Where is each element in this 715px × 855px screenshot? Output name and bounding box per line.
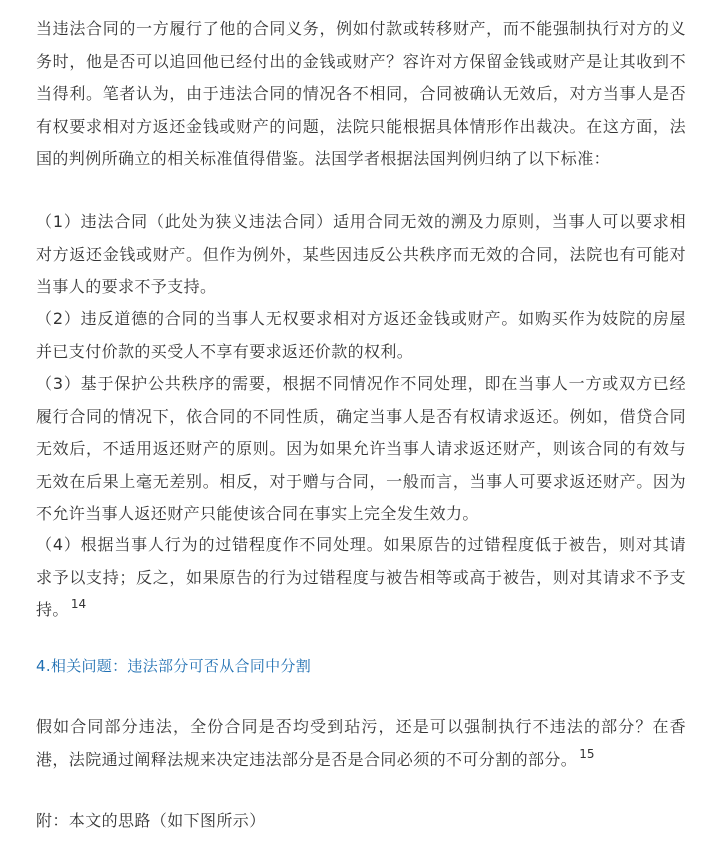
section-heading: 4.相关问题：违法部分可否从合同中分割 <box>36 657 312 675</box>
criterion-2-paragraph <box>36 303 686 368</box>
footnote-14[interactable]: 14 <box>70 597 87 611</box>
criterion-4-paragraph <box>36 529 686 627</box>
criterion-3-paragraph <box>36 368 686 531</box>
intro-paragraph <box>36 13 686 176</box>
intro-text: 当违法合同的一方履行了他的合同义务，例如付款或转移财产，而不能强制执行对方的义务时，他是否可以追回他已经付出的金钱或财产？容许对方保留金钱或财产是让其收到不当得利。笔者认为，由于违法合同的情况各不相同，合同被确认无效后，对方当事人是否有权要求相对方返还金钱或财产的问题，法院只能根据具体情形作出裁决。在这方面，法国的判例所确立的相关标准值得借鉴。法国学者根据法国判例归纳了以下标准： <box>36 19 686 168</box>
footnote-15[interactable]: 15 <box>579 746 595 761</box>
criterion-2-text: （2）违反道德的合同的当事人无权要求相对方返还金钱或财产。如购买作为妓院的房屋并已支付价款的买受人不享有要求返还价款的权利。 <box>36 309 686 361</box>
criterion-1-text: （1）违法合同（此处为狭义违法合同）适用合同无效的溯及力原则，当事人可以要求相对方返还金钱或财产。但作为例外，某些因违反公共秩序而无效的合同，法院也有可能对当事人的要求不予支持。 <box>36 212 686 296</box>
criterion-1-paragraph <box>36 206 686 304</box>
severability-paragraph <box>36 711 686 776</box>
criterion-3-text: （3）基于保护公共秩序的需要，根据不同情况作不同处理，即在当事人一方或双方已经履行合同的情况下，依合同的不同性质，确定当事人是否有权请求返还。例如，借贷合同无效后，不适用返还财产的原则。因为如果允许当事人请求返还财产，则该合同的有效与无效在后果上毫无差别。相反，对于赠与合同，一般而言，当事人可要求返还财产。因为不允许当事人返还财产只能使该合同在事实上完全发生效力。 <box>36 374 686 523</box>
severability-text: 假如合同部分违法，全份合同是否均受到玷污，还是可以强制执行不违法的部分？在香港，法院通过阐释法规来决定违法部分是否是合同必须的不可分割的部分。 <box>36 717 686 769</box>
appendix-note: 附：本文的思路（如下图所示） <box>36 811 266 830</box>
criterion-4-text: （4）根据当事人行为的过错程度作不同处理。如果原告的过错程度低于被告，则对其请求予以支持；反之，如果原告的行为过错程度与被告相等或高于被告，则对其请求不予支持。 <box>36 535 686 619</box>
